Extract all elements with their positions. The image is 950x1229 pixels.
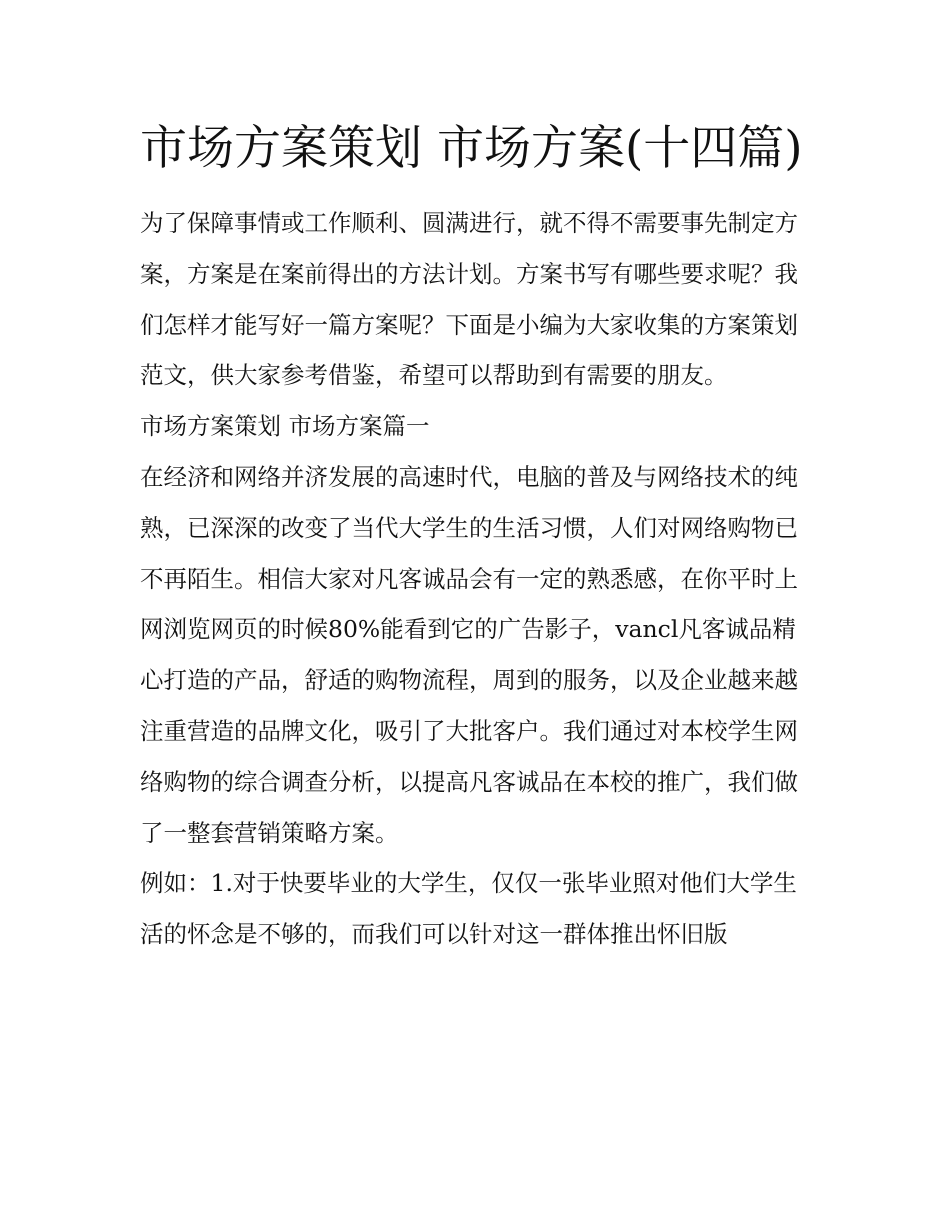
intro-paragraph: 为了保障事情或工作顺利、圆满进行，就不得不需要事先制定方案，方案是在案前得出的方法计划。方案书写有哪些要求呢？我们怎样才能写好一篇方案呢？下面是小编为大家收集的方案策划范文，供大家参考借鉴，希望可以帮助到有需要的朋友。	[140, 209, 798, 390]
section-heading: 市场方案策划 市场方案篇一	[140, 412, 430, 441]
document-body	[140, 110, 815, 960]
body-paragraph-2: 例如：1.对于快要毕业的大学生，仅仅一张毕业照对他们大学生活的怀念是不够的，而我们可以针对这一群体推出怀旧版	[140, 869, 797, 949]
document-title: 市场方案策划 市场方案(十四篇)	[140, 121, 803, 176]
body-paragraph-1: 在经济和网络并济发展的高速时代，电脑的普及与网络技术的纯熟，已深深的改变了当代大学生的生活习惯，人们对网络购物已不再陌生。相信大家对凡客诚品会有一定的熟悉感，在你平时上网浏览网页的时候80%能看到它的广告影子，vancl凡客诚品精心打造的产品，舒适的购物流程，周到的服务，以及企业越来越注重营造的品牌文化，吸引了大批客户。我们通过对本校学生网络购物的综合调查分析，以提高凡客诚品在本校的推广，我们做了一整套营销策略方案。	[140, 462, 798, 847]
